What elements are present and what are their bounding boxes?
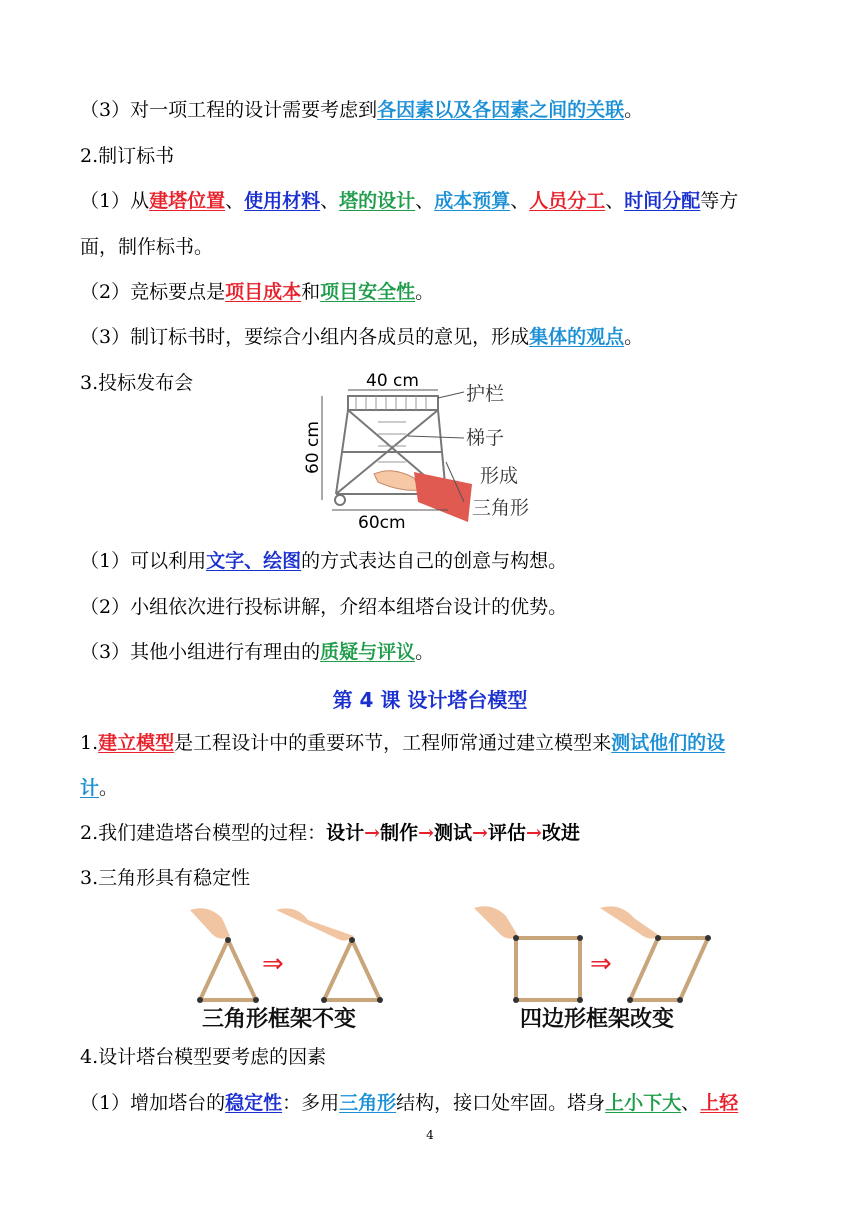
paragraph-bid-content-cont: 面，制作标书。 xyxy=(80,236,214,258)
paragraph-triangle-stability: 3.三角形具有稳定性 xyxy=(80,867,251,889)
paragraph-build-model xyxy=(80,730,725,756)
keyword: 项目成本 xyxy=(225,281,302,303)
text: （2）竞标要点是 xyxy=(80,281,226,303)
section-2-title: 2.制订标书 xyxy=(80,145,175,167)
sep: 、 xyxy=(681,1092,701,1114)
keyword: 各因素以及各因素之间的关联 xyxy=(377,99,625,121)
label-ladder: 梯子 xyxy=(466,427,505,449)
keyword: 项目安全性 xyxy=(320,281,416,303)
text: 结构，接口处牢固。塔身 xyxy=(396,1092,606,1114)
paragraph-collective-view xyxy=(80,324,643,350)
triangle-caption: 三角形框架不变 xyxy=(202,1007,357,1032)
process-step: 设计 xyxy=(326,822,365,844)
tower-figure xyxy=(296,362,546,532)
arrow-icon: ⇒ xyxy=(262,949,284,979)
label-form: 形成 xyxy=(480,465,519,487)
keyword: 使用材料 xyxy=(244,190,321,212)
lesson-4-heading: 第 4 课 设计塔台模型 xyxy=(332,688,528,712)
keyword: 稳定性 xyxy=(225,1092,283,1114)
stability-figure xyxy=(140,900,720,1036)
quadrilateral-group xyxy=(474,906,711,1032)
process-step: 评估 xyxy=(487,822,526,844)
text: 。 xyxy=(99,777,119,799)
bottom-dimension-label: 60cm xyxy=(358,513,406,532)
text: 2.我们建造塔台模型的过程： xyxy=(80,822,327,844)
keyword: 上轻 xyxy=(700,1092,739,1114)
text: 。 xyxy=(624,326,644,348)
paragraph-bid-points xyxy=(80,279,434,305)
text: 是工程设计中的重要环节，工程师常通过建立模型来 xyxy=(174,732,612,754)
sep: 、 xyxy=(225,190,245,212)
text: 。 xyxy=(624,99,644,121)
keyword: 测试他们的设 xyxy=(611,732,726,754)
text: （3）对一项工程的设计需要考虑到 xyxy=(80,99,378,121)
paragraph-bid-content xyxy=(80,188,738,214)
process-step: 制作 xyxy=(380,822,419,844)
text: 和 xyxy=(301,281,321,303)
sep: 、 xyxy=(605,190,625,212)
process-step: 测试 xyxy=(434,822,473,844)
paragraph-stability xyxy=(80,1090,738,1116)
label-triangle: 三角形 xyxy=(472,497,530,519)
top-dimension-label: 40 cm xyxy=(366,371,419,391)
keyword: 塔的设计 xyxy=(339,190,416,212)
paragraph-build-model-cont xyxy=(80,775,118,801)
process-step: 改进 xyxy=(541,822,580,844)
side-dimension-label: 60 cm xyxy=(303,421,323,474)
text: （3）其他小组进行有理由的 xyxy=(80,641,321,663)
arrow-icon: ⇒ xyxy=(590,949,612,979)
arrow-icon: → xyxy=(525,822,542,844)
paragraph-presentation: （2）小组依次进行投标讲解，介绍本组塔台设计的优势。 xyxy=(80,596,568,618)
keyword: 集体的观点 xyxy=(529,326,625,348)
keyword: 成本预算 xyxy=(434,190,511,212)
arrow-icon: → xyxy=(364,822,381,844)
text: 。 xyxy=(415,281,435,303)
text: 。 xyxy=(415,641,435,663)
text: ：多用 xyxy=(282,1092,340,1114)
section-3-title: 3.投标发布会 xyxy=(80,372,194,394)
arrow-icon: → xyxy=(418,822,435,844)
sep: 、 xyxy=(415,190,435,212)
text: （1）从 xyxy=(80,190,150,212)
text: （3）制订标书时，要综合小组内各成员的意见，形成 xyxy=(80,326,530,348)
keyword: 时间分配 xyxy=(624,190,701,212)
sep: 、 xyxy=(320,190,340,212)
keyword: 三角形 xyxy=(339,1092,397,1114)
text: （1）增加塔台的 xyxy=(80,1092,226,1114)
text: 的方式表达自己的创意与构想。 xyxy=(301,550,568,572)
keyword: 文字、绘图 xyxy=(206,550,302,572)
keyword: 人员分工 xyxy=(529,190,606,212)
label-rail: 护栏 xyxy=(466,383,505,405)
triangle-group xyxy=(190,908,383,1032)
paragraph-express-idea xyxy=(80,548,567,574)
text: 等方 xyxy=(700,190,739,212)
text: （1）可以利用 xyxy=(80,550,207,572)
text: 1. xyxy=(80,732,99,754)
quadrilateral-caption: 四边形框架改变 xyxy=(520,1007,675,1032)
page-number: 4 xyxy=(426,1128,434,1142)
sep: 、 xyxy=(510,190,530,212)
paragraph-factors-title: 4.设计塔台模型要考虑的因素 xyxy=(80,1046,327,1068)
arrow-icon: → xyxy=(472,822,488,844)
keyword: 建塔位置 xyxy=(149,190,226,212)
paragraph-question-review xyxy=(80,639,434,665)
paragraph-3-design-factors xyxy=(80,97,643,123)
keyword: 建立模型 xyxy=(98,732,175,754)
paragraph-process xyxy=(80,820,580,846)
keyword: 上小下大 xyxy=(605,1092,682,1114)
keyword: 计 xyxy=(80,777,100,799)
keyword: 质疑与评议 xyxy=(320,641,416,663)
